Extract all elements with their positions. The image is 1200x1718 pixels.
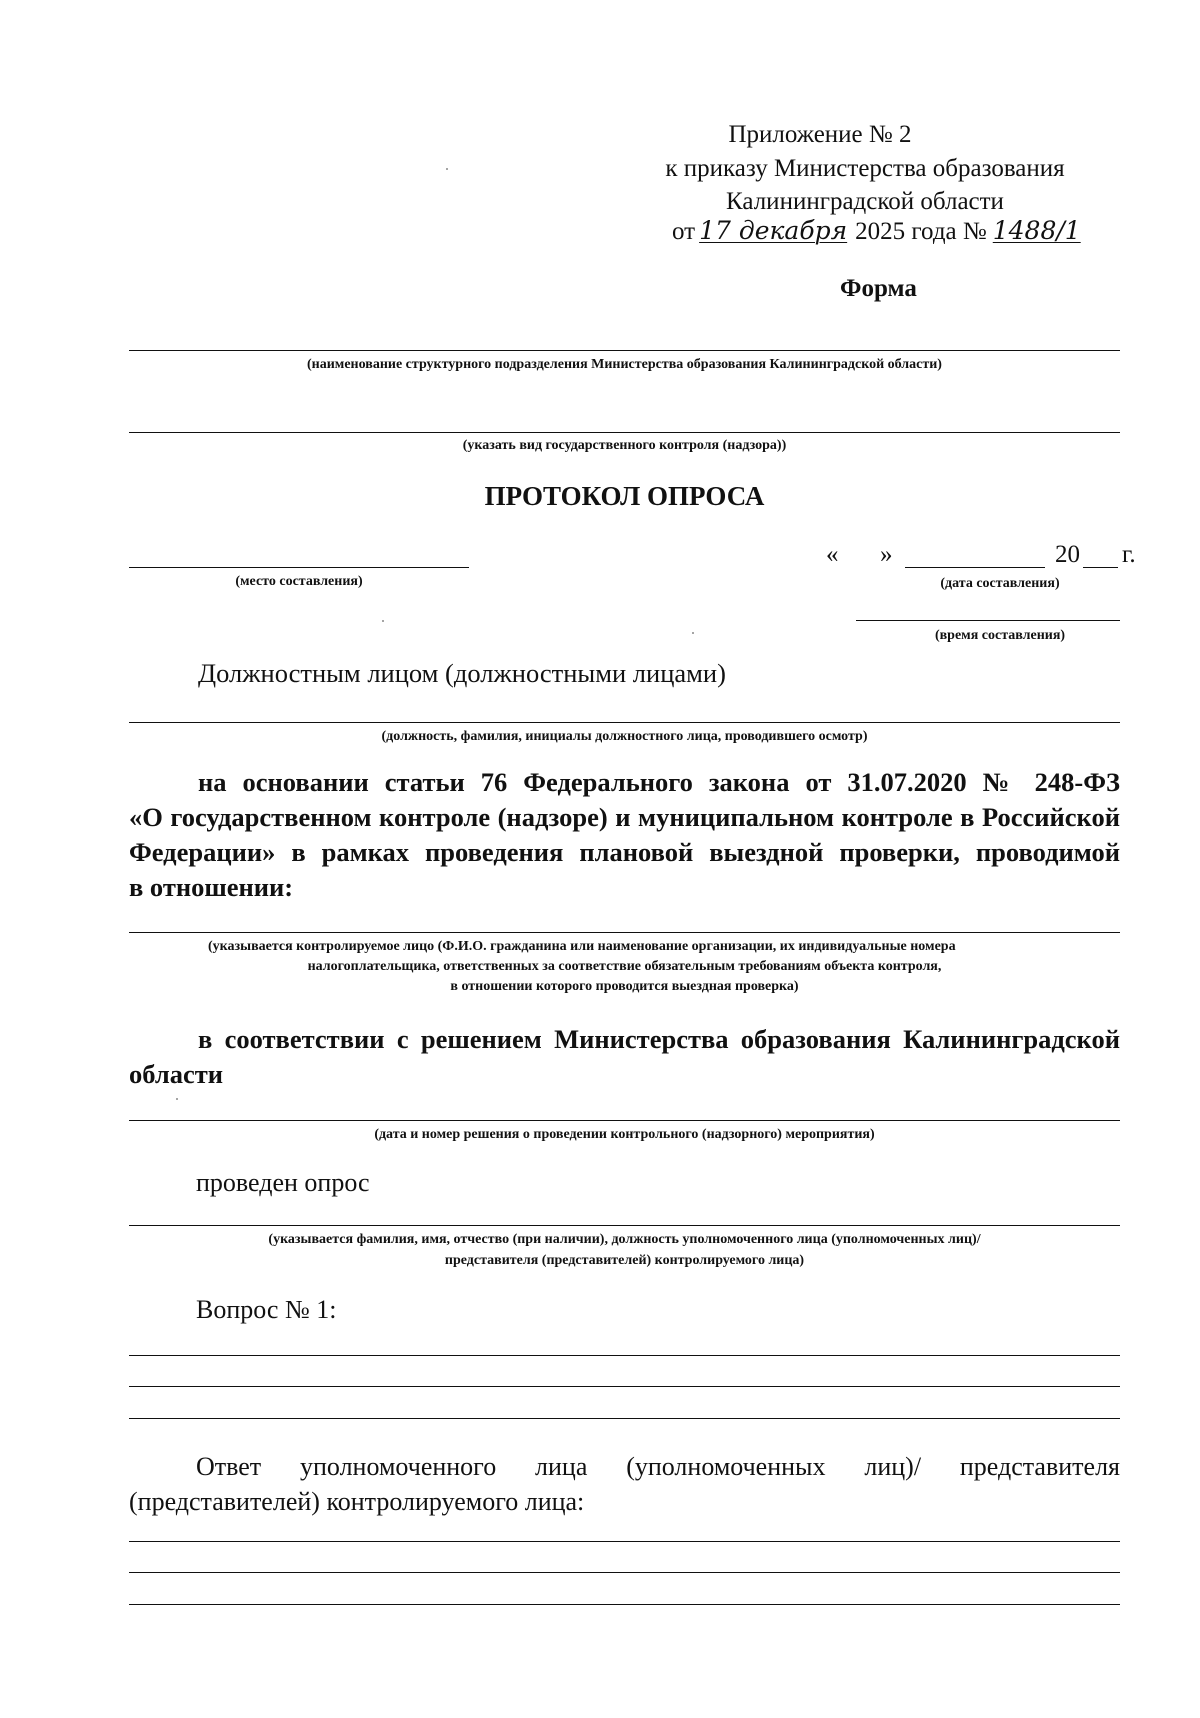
date-close-quote: » <box>880 541 893 568</box>
question-answer-line-1[interactable] <box>129 1355 1120 1356</box>
official-caption: (должность, фамилия, инициалы должностного лица, проводившего осмотр) <box>381 729 868 744</box>
date-open-quote: « <box>826 541 839 568</box>
order-date-line <box>672 214 1081 248</box>
basis-line-1: на основании статьи 76 Федерального закона от 31.07.2020 № 248-ФЗ <box>198 767 1120 797</box>
question-answer-line-3[interactable] <box>129 1418 1120 1419</box>
decision-line-1: в соответствии с решением Министерства образования Калининградской <box>198 1024 1120 1054</box>
scan-speck <box>446 168 448 170</box>
handwritten-date: 17 декабря <box>699 216 848 245</box>
document-title: ПРОТОКОЛ ОПРОСА <box>484 481 765 511</box>
region-name: Калининградской области <box>726 188 1004 215</box>
decision-field-line[interactable] <box>129 1120 1120 1121</box>
answer-field-line-2[interactable] <box>129 1572 1120 1573</box>
basis-line-2: «О государственном контроле (надзоре) и муниципальном контроле в Российской <box>129 802 1120 832</box>
answer-field-line-1[interactable] <box>129 1541 1120 1542</box>
answer-field-line-3[interactable] <box>129 1604 1120 1605</box>
handwritten-order-number: 1488/1 <box>992 216 1081 245</box>
controlled-entity-field-line[interactable] <box>129 932 1120 933</box>
question-label: Вопрос № 1: <box>196 1295 337 1324</box>
official-intro: Должностным лицом (должностными лицами) <box>198 658 726 688</box>
scan-speck <box>692 632 694 634</box>
controlled-entity-caption-2: налогоплательщика, ответственных за соответствие обязательным требованиям объекта контроля, <box>307 959 942 974</box>
control-type-caption: (указать вид государственного контроля (надзора)) <box>462 438 787 453</box>
basis-line-3: Федерации» в рамках проведения плановой выездной проверки, проводимой <box>129 837 1120 867</box>
place-caption: (место составления) <box>235 574 363 589</box>
time-field-line[interactable] <box>856 620 1120 621</box>
place-field-line[interactable] <box>129 567 469 568</box>
decision-line-2: области <box>129 1059 224 1089</box>
time-caption: (время составления) <box>934 628 1066 643</box>
scan-speck <box>382 620 384 622</box>
decision-caption: (дата и номер решения о проведении контрольного (надзорного) мероприятия) <box>374 1127 875 1142</box>
control-type-field-line[interactable] <box>129 432 1120 433</box>
answer-line-2: (представителей) контролируемого лица: <box>129 1487 585 1516</box>
scan-speck <box>176 1098 178 1100</box>
question-answer-line-2[interactable] <box>129 1386 1120 1387</box>
date-month-field-line[interactable] <box>905 567 1045 568</box>
respondent-caption-1: (указывается фамилия, имя, отчество (при наличии), должность уполномоченного лица (уполномоченных лиц)/ <box>268 1232 981 1247</box>
answer-line-1: Ответ уполномоченного лица (уполномоченных лиц)/ представителя <box>196 1452 1120 1481</box>
basis-line-4: в отношении: <box>129 872 294 902</box>
respondent-caption-2: представителя (представителей) контролируемого лица) <box>444 1253 805 1268</box>
survey-label: проведен опрос <box>196 1168 370 1197</box>
form-label: Форма <box>840 275 917 302</box>
date-year-field-line[interactable] <box>1083 567 1118 568</box>
date-year-suffix: г. <box>1122 541 1136 568</box>
date-year: 2025 года № <box>855 218 987 245</box>
date-century: 20 <box>1055 541 1080 568</box>
subdivision-caption: (наименование структурного подразделения Министерства образования Калининградской области) <box>307 357 942 372</box>
subdivision-field-line[interactable] <box>129 350 1120 351</box>
date-prefix: от <box>672 218 696 245</box>
respondent-field-line[interactable] <box>129 1225 1120 1226</box>
annex-number: Приложение № 2 <box>728 121 912 148</box>
controlled-entity-caption-3: в отношении которого проводится выездная проверка) <box>450 979 799 994</box>
order-reference: к приказу Министерства образования <box>665 155 1065 182</box>
controlled-entity-caption-1: (указывается контролируемое лицо (Ф.И.О. гражданина или наименование организации, их индивидуальные номера <box>208 939 956 954</box>
official-field-line[interactable] <box>129 722 1120 723</box>
date-caption: (дата составления) <box>940 576 1060 591</box>
